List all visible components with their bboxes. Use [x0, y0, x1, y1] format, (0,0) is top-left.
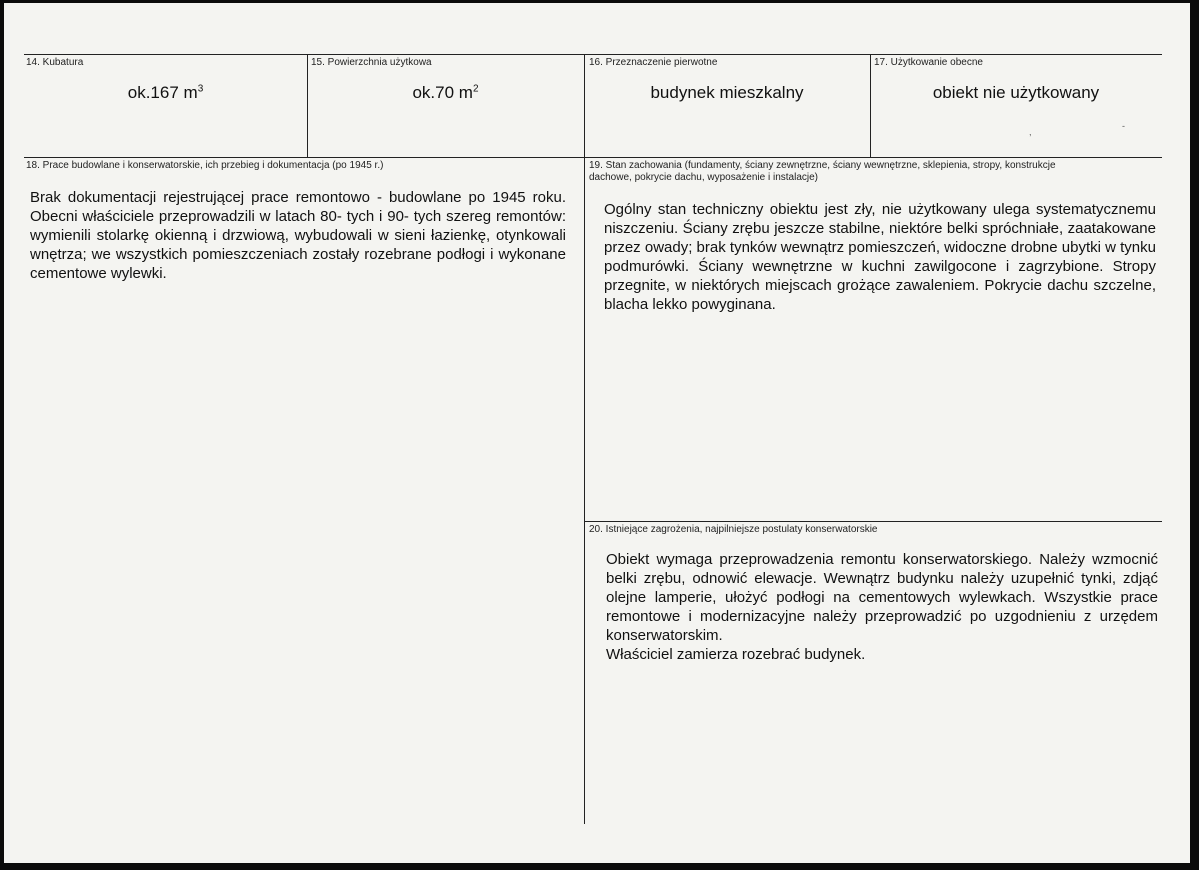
rule-v1: [307, 54, 308, 158]
scan-speck: ,: [1029, 127, 1032, 137]
c17-value: obiekt nie użytkowany: [932, 83, 1100, 102]
rule-v3: [870, 54, 871, 158]
c19-text: Ogólny stan techniczny obiektu jest zły, nie użytkowany ulega systematycznemu niszczeniu. Ściany zrębu jeszcze stabilne, niektóre belki spróchniałe, zaatakowane przez owady; brak tynków wewnątrz pomieszczeń, widoczne drobne ubytki w tynku podmurówki. Ściany wewnętrzne w kuchni zawilgocone i zagrzybione. Stropy przegnite, w niektórych miejscach grożące zawaleniem. Pokrycie dachu szczelne, blacha lekko powyginana.: [604, 201, 1156, 313]
c18-text: Brak dokumentacji rejestrującej prace remontowo - budowlane po 1945 roku. Obecni właściciele przeprowadzili w latach 80- tych i 90- tych szereg remontów: wymienili stolarkę okienną i drzwiową, wybudowali w sieni łazienkę, otynkowali wnętrza; we wszystkich pomieszczeniach zostały rozebrane podłogi i wykonane cementowe wylewki.: [30, 189, 566, 282]
c16-label: 16. Przeznaczenie pierwotne: [589, 57, 718, 68]
c14-value-text: ok.167 m: [127, 83, 198, 102]
c15-value-text: ok.70 m: [412, 83, 473, 102]
c20-text-owner: Właściciel zamierza rozebrać budynek.: [606, 646, 866, 663]
rule-v2: [584, 54, 585, 824]
rule-row2: [24, 157, 1162, 158]
c20-text: Obiekt wymaga przeprowadzenia remontu konserwatorskiego. Należy wzmocnić belki zrębu, odnowić elewacje. Wewnątrz budynku należy uzupełnić tynki, zdjąć olejne lamperie, ułożyć podłogi na cementowych wylewkach. Wszystkie prace remontowe i modernizacyjne należy przeprowadzić po uzgodnieniu z urzędem konserwatorskim.: [606, 551, 1158, 644]
c20-label: 20. Istniejące zagrożenia, najpilniejsze postulaty konserwatorskie: [589, 524, 878, 535]
rule-row3: [584, 521, 1162, 522]
c15-label: 15. Powierzchnia użytkowa: [311, 57, 432, 68]
c18-label: 18. Prace budowlane i konserwatorskie, ich przebieg i dokumentacja (po 1945 r.): [26, 160, 384, 171]
c16-value: budynek mieszkalny: [650, 83, 804, 102]
form-page: [4, 3, 1190, 863]
c17-label: 17. Użytkowanie obecne: [874, 57, 983, 68]
c14-unit-sup: 3: [197, 83, 204, 95]
c15-value: [307, 83, 584, 103]
c14-value: [24, 83, 307, 103]
scan-speck: -: [1122, 121, 1125, 131]
rule-top: [24, 54, 1162, 55]
c19-label: 19. Stan zachowania (fundamenty, ściany zewnętrzne, ściany wewnętrzne, sklepienia, stropy, konstrukcje dachowe, pokrycie dachu, wyposażenie i instalacje): [589, 160, 1056, 183]
c20-body: [606, 550, 1158, 664]
c15-unit-sup: 2: [472, 83, 479, 95]
c14-label: 14. Kubatura: [26, 57, 84, 68]
